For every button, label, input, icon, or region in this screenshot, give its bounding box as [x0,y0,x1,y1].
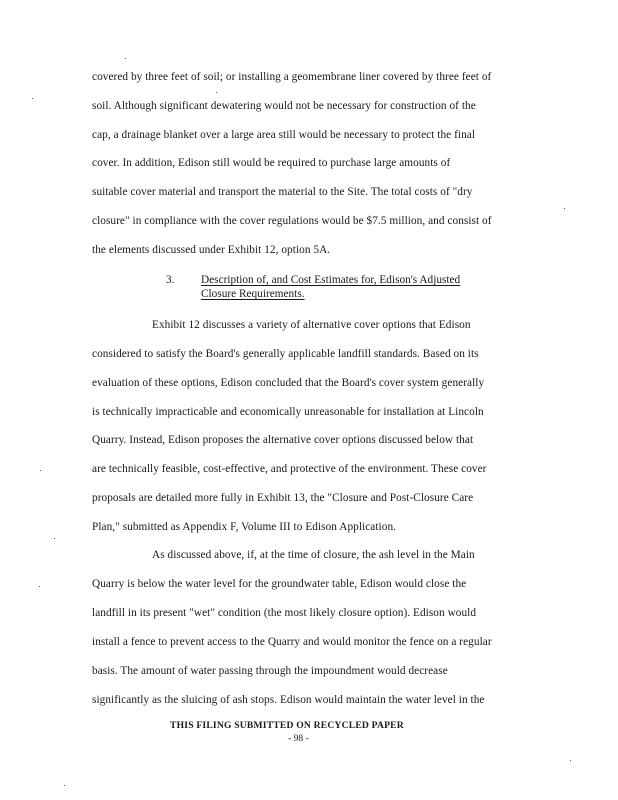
paragraph-2-line-4: is technically impracticable and economically unreasonable for installation at Lincoln [92,406,484,418]
paragraph-2-line-7: proposals are detailed more fully in Exhibit 13, the "Closure and Post-Closure Care [92,492,474,504]
scan-speck [32,98,33,99]
paragraph-2-line-1: Exhibit 12 discusses a variety of alternative cover options that Edison [152,319,471,331]
paragraph-3-line-1: As discussed above, if, at the time of closure, the ash level in the Main [152,549,475,561]
scan-speck [54,538,55,539]
paragraph-2-line-2: considered to satisfy the Board's generally applicable landfill standards. Based on its [92,348,479,360]
paragraph-1-line-7: the elements discussed under Exhibit 12, option 5A. [92,244,331,256]
scan-speck [39,586,40,587]
scan-speck [216,92,217,93]
scan-speck [125,58,126,59]
paragraph-3-line-6: significantly as the sluicing of ash stops. Edison would maintain the water level in the [92,694,485,706]
paragraph-1-line-2: soil. Although significant dewatering would not be necessary for construction of the [92,100,476,112]
paragraph-3-line-4: install a fence to prevent access to the Quarry and would monitor the fence on a regular [92,636,492,648]
paragraph-1-line-4: cover. In addition, Edison still would be required to purchase large amounts of [92,157,451,169]
paragraph-3-line-5: basis. The amount of water passing through the impoundment would decrease [92,665,448,677]
scan-speck [570,760,571,761]
paragraph-2-line-6: are technically feasible, cost-effective, and protective of the environment. These cover [92,463,487,475]
paragraph-2-line-3: evaluation of these options, Edison concluded that the Board's cover system generally [92,377,485,389]
recycled-paper-notice: THIS FILING SUBMITTED ON RECYCLED PAPER [170,720,404,731]
paragraph-2-line-5: Quarry. Instead, Edison proposes the alternative cover options discussed below that [92,434,474,446]
paragraph-3-line-2: Quarry is below the water level for the groundwater table, Edison would close the [92,578,467,590]
paragraph-1-line-6: closure" in compliance with the cover regulations would be $7.5 million, and consist of [92,215,492,227]
scan-speck [40,470,41,471]
paragraph-1-line-1: covered by three feet of soil; or installing a geomembrane liner covered by three feet of [92,71,492,83]
section-heading-line-1: Description of, and Cost Estimates for, Edison's Adjusted [201,274,461,286]
paragraph-1-line-3: cap, a drainage blanket over a large area still would be necessary to protect the final [92,129,476,141]
section-number: 3. [166,274,175,286]
paragraph-1-line-5: suitable cover material and transport the material to the Site. The total costs of "dry [92,186,473,198]
section-heading-line-2: Closure Requirements. [201,288,305,300]
page-number: - 98 - [288,733,309,744]
scan-speck [564,208,565,209]
paragraph-2-line-8: Plan," submitted as Appendix F, Volume III to Edison Application. [92,521,397,533]
paragraph-3-line-3: landfill in its present "wet" condition (the most likely closure option). Edison would [92,607,477,619]
scan-speck [64,785,65,786]
